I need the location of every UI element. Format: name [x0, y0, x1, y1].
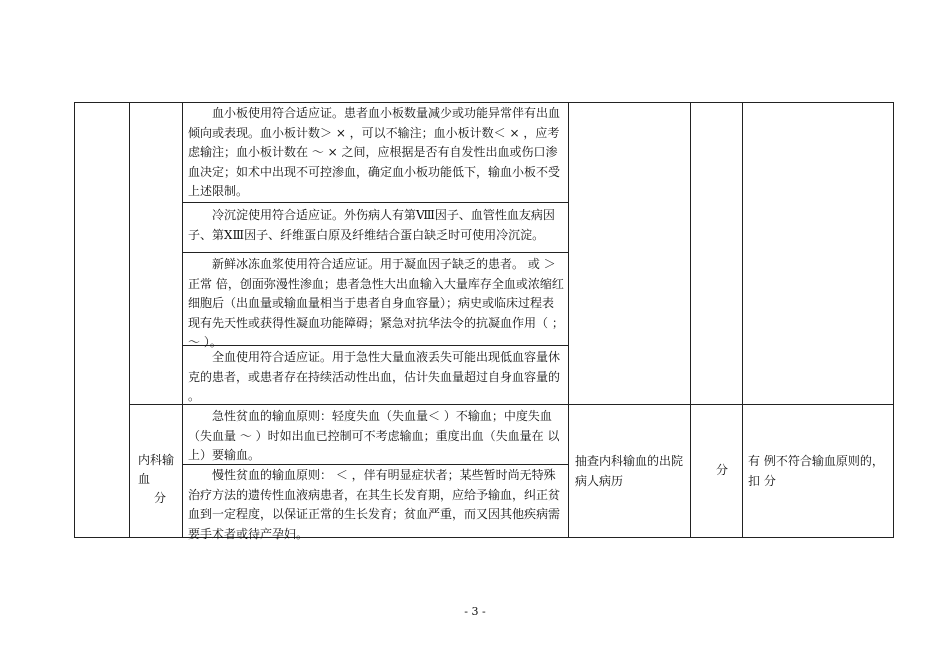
chronic-anemia-criteria-text: 慢性贫血的输血原则： ＜ ，伴有明显症状者；某些暂时尚无特殊治疗方法的遗传性血液病患者，在其生长发育期，应给予输血，纠正贫血到一定程度，以保证正常的生长发育；贫血严重，而又因其他疾病需要手术者或待产孕妇。: [188, 468, 561, 541]
row-divider: [182, 202, 568, 203]
cryoprecipitate-criteria-text: 冷沉淀使用符合适应证。外伤病人有第Ⅷ因子、血管性血友病因子、第ⅩⅢ因子、纤维蛋白原及纤维结合蛋白缺乏时可使用冷沉淀。: [188, 208, 555, 242]
column-divider: [568, 102, 569, 538]
table-left-border: [74, 102, 75, 538]
column-divider: [742, 102, 743, 538]
column-divider: [129, 102, 130, 538]
score-value: 分: [716, 463, 729, 477]
category-label: 内科输血: [138, 453, 175, 486]
plasma-criteria-text: 新鲜冰冻血浆使用符合适应证。用于凝血因子缺乏的患者。 或 ＞正常 倍，创面弥漫性渗血；患者急性大出血输入大量库存全血或浓缩红细胞后（出血量或输血量相当于患者自身血容量）；病史或临床过程表现有先天性或获得性凝血功能障碍；紧急对抗华法令的抗凝血作用（ ； ～ ）。: [188, 257, 564, 349]
column-divider: [690, 102, 691, 538]
table-right-border: [893, 102, 894, 538]
row-divider: [182, 252, 568, 253]
whole-blood-criteria-text: 全血使用符合适应证。用于急性大量血液丢失可能出现低血容量休克的患者，或患者存在持续活动性出血，估计失血量超过自身血容量的 。: [188, 350, 561, 403]
table-top-border: [74, 102, 894, 103]
page-number: - 3 -: [464, 605, 486, 618]
deduction-rule: 有 例不符合输血原则的，扣 分: [748, 454, 884, 488]
acute-anemia-criteria-text: 急性贫血的输血原则：轻度失血（失血量＜ ）不输血；中度失血（失血量 ～ ）时如出血已控制可不考虑输血；重度出血（失血量在 以上）要输血。: [188, 409, 560, 462]
column-divider: [182, 102, 183, 538]
platelet-criteria-text: 血小板使用符合适应证。患者血小板数量减少或功能异常伴有出血倾向或表现。血小板计数＞ × ，可以不输注；血小板计数＜ × ，应考虑输注；血小板计数在 ～ × 之间，应根据是否有自发性出血或伤口渗血决定；如术中出现不可控渗血，确定血小板功能低下，输血小板不受上述限制。: [188, 106, 561, 198]
review-method: 抽查内科输血的出院病人病历: [575, 454, 684, 488]
internal-medicine-category: [138, 451, 178, 508]
category-suffix: 分: [154, 491, 167, 505]
